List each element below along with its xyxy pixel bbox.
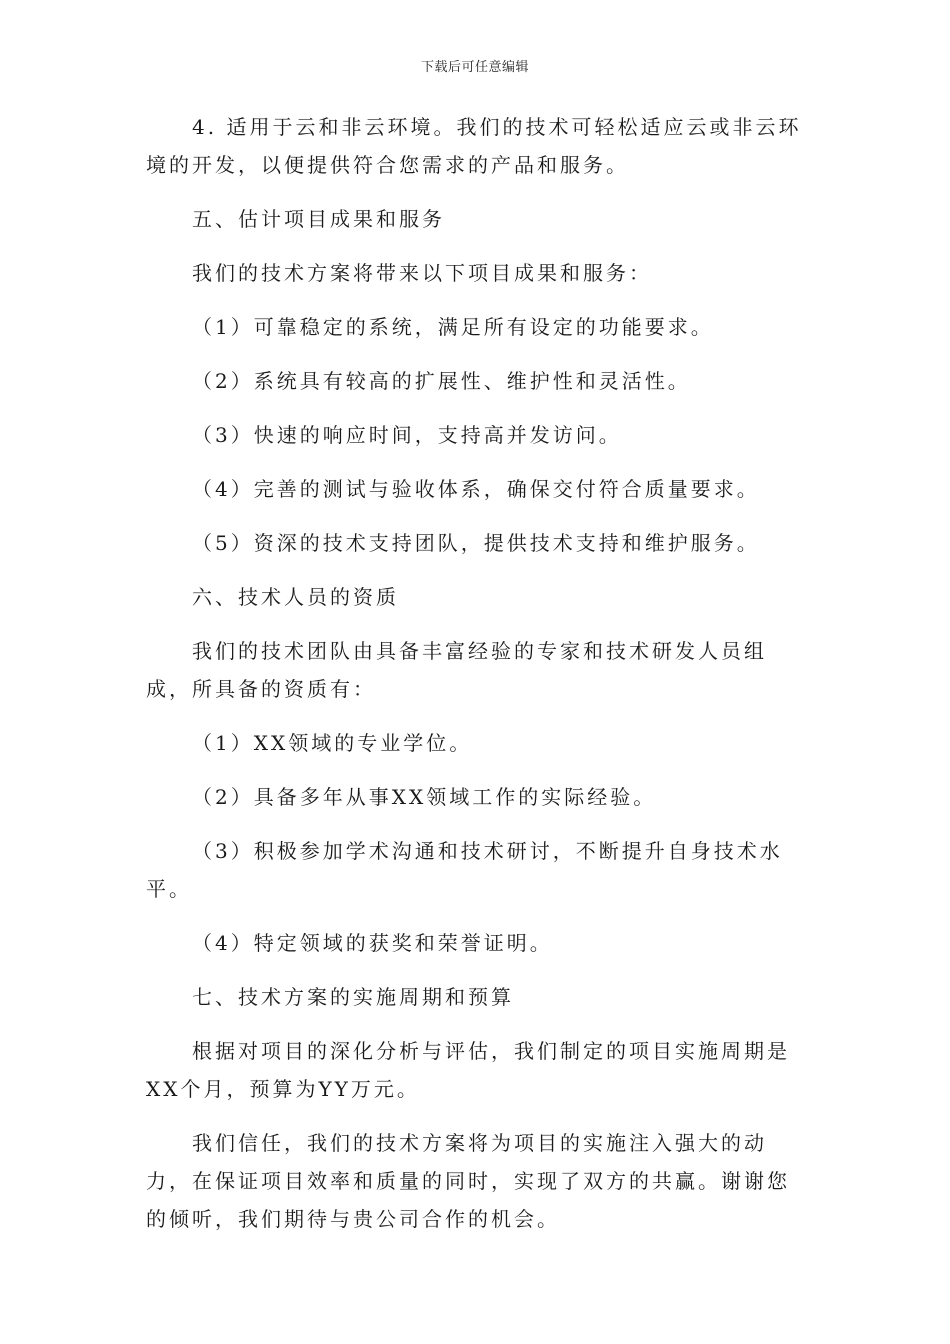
paragraph-closing: 我们信任，我们的技术方案将为项目的实施注入强大的动力，在保证项目效率和质量的同时，实现了双方的共赢。谢谢您的倾听，我们期待与贵公司合作的机会。: [146, 1131, 790, 1231]
qualification-item-2: （2）具备多年从事XX领域工作的实际经验。: [192, 785, 657, 809]
qualification-item-1: （1）XX领域的专业学位。: [192, 731, 473, 755]
paragraph-cloud-environment: 4. 适用于云和非云环境。我们的技术可轻松适应云或非云环境的开发，以便提供符合您需求的产品和服务。: [146, 115, 802, 177]
section-heading-6: 六、技术人员的资质: [192, 585, 399, 609]
result-item-1: （1）可靠稳定的系统，满足所有设定的功能要求。: [192, 315, 714, 339]
qualification-item-4: （4）特定领域的获奖和荣誉证明。: [192, 931, 553, 955]
paragraph-results-intro: 我们的技术方案将带来以下项目成果和服务：: [192, 261, 652, 285]
result-item-3: （3）快速的响应时间，支持高并发访问。: [192, 423, 622, 447]
paragraph-schedule-budget: 根据对项目的深化分析与评估，我们制定的项目实施周期是XX个月，预算为YY万元。: [146, 1039, 790, 1101]
result-item-5: （5）资深的技术支持团队，提供技术支持和维护服务。: [192, 531, 760, 555]
page-header-note: 下载后可任意编辑: [420, 60, 529, 75]
result-item-4: （4）完善的测试与验收体系，确保交付符合质量要求。: [192, 477, 760, 501]
qualification-item-3: （3）积极参加学术沟通和技术研讨，不断提升自身技术水平。: [146, 839, 783, 901]
paragraph-team-intro: 我们的技术团队由具备丰富经验的专家和技术研发人员组成，所具备的资质有：: [146, 639, 767, 701]
section-heading-7: 七、技术方案的实施周期和预算: [192, 985, 514, 1009]
section-heading-5: 五、估计项目成果和服务: [192, 207, 445, 231]
document-body: [146, 108, 806, 1254]
result-item-2: （2）系统具有较高的扩展性、维护性和灵活性。: [192, 369, 691, 393]
